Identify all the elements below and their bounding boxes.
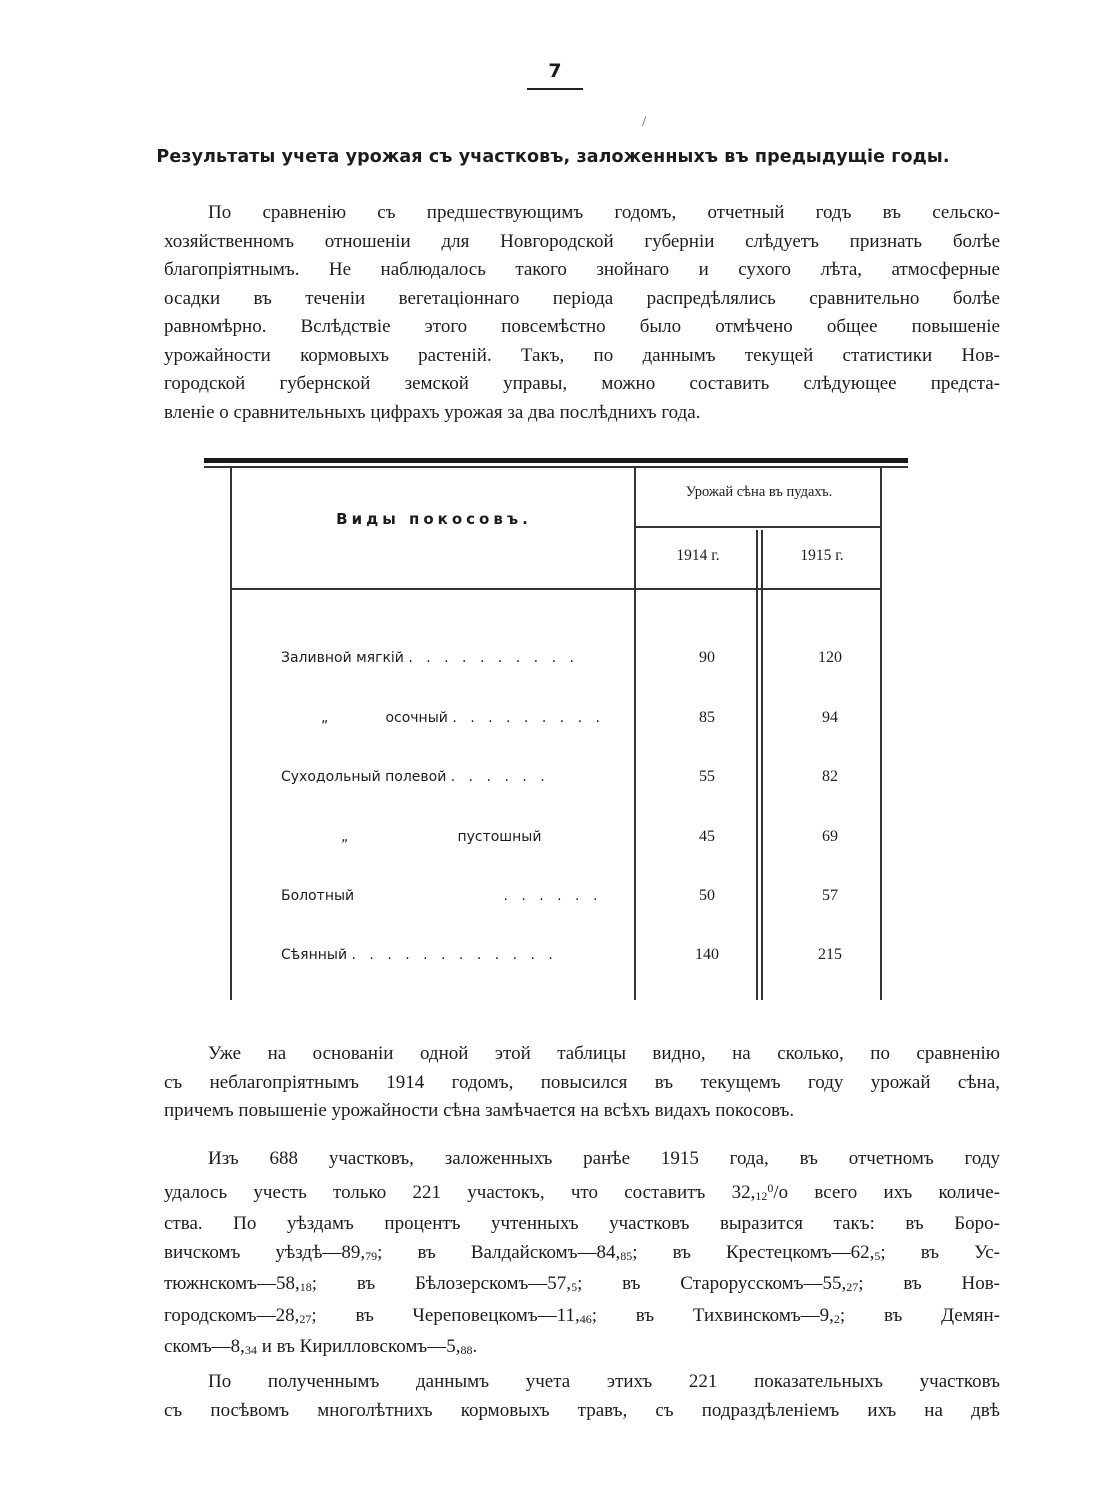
- text-line: вичскомъ $уѣздѣ—89,_{79}$; въ $Валдайскомъ—84,_{85}$; въ $Крестецкомъ—62,_5$; въ Ус-: [164, 1241, 1000, 1263]
- text-line: причемъ повышеніе урожайности сѣна замѣчается на всѣхъ видахъ покосовъ.: [164, 1100, 795, 1121]
- section-heading: Результаты учета урожая съ участковъ, заложенныхъ въ предыдущіе годы.: [156, 147, 950, 167]
- row-label: осочный: [385, 710, 448, 726]
- cell-1914: 55: [699, 768, 715, 785]
- table-row: [281, 829, 633, 845]
- table-top-rule-thin: [204, 466, 908, 468]
- cell-1914: 90: [699, 649, 715, 666]
- table-row: [281, 888, 633, 904]
- table-row: [281, 710, 633, 726]
- table-header-subrule: [636, 526, 882, 528]
- cell-1915: 82: [822, 768, 838, 785]
- cell-1915: 57: [822, 887, 838, 904]
- row-label: Сѣянный: [281, 947, 348, 963]
- text-line: съ посѣвомъ многолѣтнихъ кормовыхъ травъ, съ подраздѣленіемъ ихъ на двѣ: [164, 1399, 1000, 1421]
- column-header-1915: 1915 г.: [800, 547, 844, 564]
- cell-1914: 50: [699, 887, 715, 904]
- stray-mark: /: [642, 114, 647, 130]
- paragraph-2: [164, 1040, 1000, 1126]
- text-line: ства. По уѣздамъ процентъ учтенныхъ участковъ выразится такъ: въ Боро-: [164, 1213, 1000, 1234]
- leader-dots: . . . . . .: [450, 769, 550, 785]
- cell-1914: 140: [695, 946, 719, 963]
- text-line: городской губернской земской управы, можно составить слѣдующее предста-: [164, 373, 1000, 394]
- paragraph-4: [164, 1368, 1000, 1425]
- cell-1914: 45: [699, 828, 715, 845]
- row-label: Суходольный полевой: [281, 769, 447, 785]
- table-year-divider: [756, 530, 758, 1000]
- intro-paragraph: [164, 199, 1000, 427]
- text-line: хозяйственномъ отношеніи для Новгородской губерніи слѣдуетъ признать болѣе: [164, 230, 1000, 252]
- leader-dots: . . . . . .: [503, 888, 602, 904]
- text-line: По сравненію съ предшествующимъ годомъ, отчетный годъ въ сельско-: [208, 202, 1000, 223]
- row-label: пустошный: [457, 829, 542, 845]
- text-line: урожайности кормовыхъ растеній. Такъ, по даннымъ текущей статистики Нов-: [164, 344, 1000, 366]
- cell-1915: 120: [818, 649, 842, 666]
- text-line: равномѣрно. Вслѣдствіе этого повсемѣстно было отмѣчено общее повышеніе: [164, 316, 1000, 337]
- leader-dots: . . . . . . . . .: [452, 710, 605, 726]
- leader-dots: . . . . . . . . . . . .: [351, 947, 558, 963]
- page-number: 7: [548, 60, 562, 82]
- text-line: вленіе о сравнительныхъ цифрахъ урожая за два послѣднихъ года.: [164, 401, 701, 423]
- text-line: $городскомъ—28,_{27}$; въ $Череповецкомъ—11,_{46}$; въ $Тихвинскомъ—9,_2$; въ Демян-: [164, 1304, 1000, 1326]
- leader-dots: . . . . . . . . . .: [408, 650, 579, 666]
- column-header-types: Виды покосовъ.: [336, 510, 532, 528]
- text-line: Изъ 688 участковъ, заложенныхъ ранѣе 1915 года, въ отчетномъ году: [208, 1148, 1000, 1169]
- table-top-rule: [204, 458, 908, 463]
- column-header-yield: Урожай сѣна въ пудахъ.: [685, 484, 833, 500]
- page-number-rule: [527, 88, 583, 90]
- paragraph-3: [164, 1145, 1000, 1365]
- text-line: благопріятнымъ. Не наблюдалось такого знойнаго и сухого лѣта, атмосферные: [164, 259, 1000, 280]
- table-left-border: [230, 466, 232, 1000]
- text-line: $тюжнскомъ—58,_{18}$; въ $Бѣлозерскомъ—57,_5$; въ $Старорусскомъ—55,_{27}$; въ Нов-: [164, 1273, 1001, 1294]
- text-line: удалось учесть только 221 участокъ, что составитъ $32,_{12}^0/о$ всего ихъ количе-: [164, 1180, 1000, 1203]
- table-row: [281, 650, 633, 666]
- ditto-mark: „: [341, 829, 349, 845]
- text-line: $скомъ—8,_{34}$ и въ $Кирилловскомъ—5,_{88}$.: [164, 1336, 478, 1357]
- cell-1915: 215: [818, 946, 842, 963]
- table-year-divider-double: [761, 530, 763, 1000]
- column-header-1914: 1914 г.: [676, 547, 720, 564]
- text-line: съ неблагопріятнымъ 1914 годомъ, повысился въ текущемъ году урожай сѣна,: [164, 1071, 1000, 1093]
- table-row: [281, 769, 633, 785]
- text-line: По полученнымъ даннымъ учета этихъ 221 показательныхъ участковъ: [208, 1371, 1000, 1392]
- table-header-bottom-rule: [230, 588, 882, 590]
- row-label: Заливной мягкій: [281, 650, 404, 666]
- row-label: Болотный: [281, 888, 355, 904]
- cell-1914: 85: [699, 709, 715, 726]
- cell-1915: 69: [822, 828, 838, 845]
- table-row: [281, 947, 633, 963]
- cell-1915: 94: [822, 709, 838, 726]
- ditto-mark: „: [321, 710, 329, 726]
- text-line: Уже на основаніи одной этой таблицы видно, на сколько, по сравненію: [208, 1043, 1000, 1064]
- text-line: осадки въ теченіи вегетаціоннаго періода распредѣлялись сравнительно болѣе: [164, 287, 1000, 309]
